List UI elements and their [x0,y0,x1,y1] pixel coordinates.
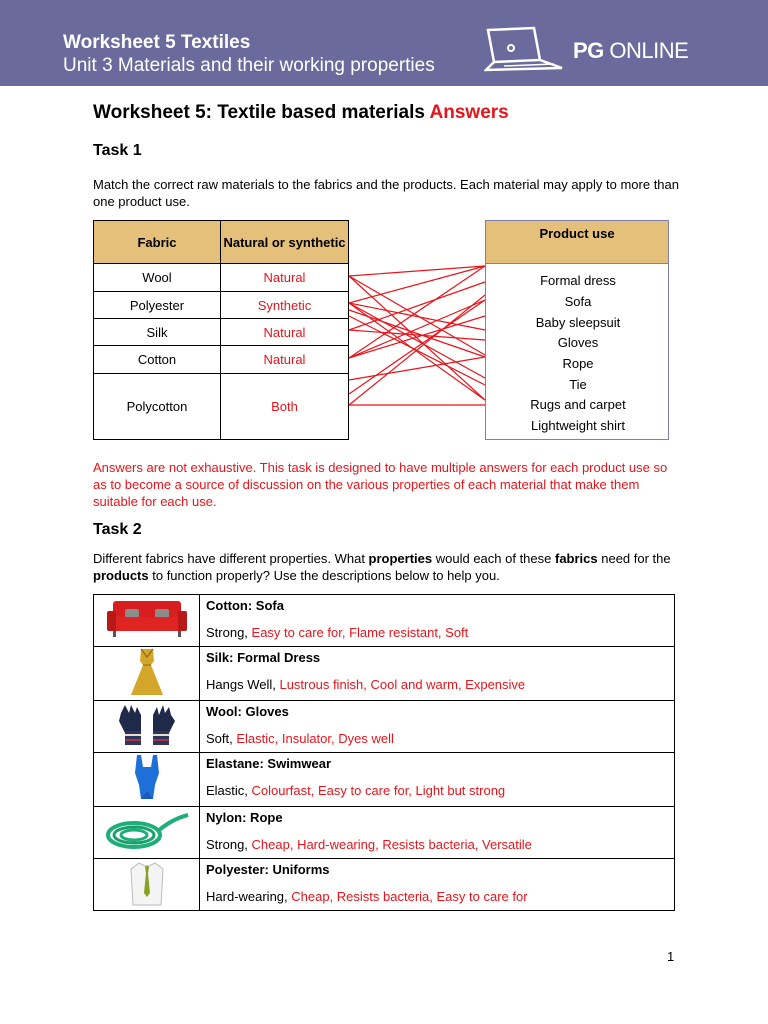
fabric-cell: Cotton [94,346,221,374]
task1-heading: Task 1 [93,142,142,159]
match-line [349,357,485,380]
match-line [349,316,485,358]
shirt-icon [127,859,167,907]
row-properties: Hangs Well, Lustrous finish, Cool and warm, Expensive [206,677,526,692]
table-row [94,701,675,753]
product-item: Formal dress [540,273,616,288]
table-row [94,595,675,647]
match-line [349,276,485,400]
row-title: Silk: Formal Dress [206,650,321,665]
row-title: Polyester: Uniforms [206,862,330,877]
task1-note: Answers are not exhaustive. This task is designed to have multiple answers for each product use so as to become a source of discussion on the various properties of each material that make them suitable for each use. [93,460,668,509]
page-number: 1 [667,949,675,964]
fabric-type-cell: Natural [221,346,349,374]
row-properties: Strong, Cheap, Hard-wearing, Resists bacteria, Versatile [206,837,532,852]
swimsuit-icon [129,753,165,803]
fabric-cell: Silk [94,319,221,346]
row-properties: Elastic, Colourfast, Easy to care for, Light but strong [206,783,506,798]
laptop-logo-icon [484,26,564,78]
fabric-cell: Wool [94,264,221,292]
product-item: Lightweight shirt [531,418,625,433]
fabric-cell: Polycotton [94,374,221,440]
product-use-header: Product use [486,221,668,264]
fabric-cell: Polyester [94,292,221,319]
table-row [94,753,675,807]
fabric-type-cell: Natural [221,264,349,292]
product-item: Tie [569,377,587,392]
match-line [349,266,485,276]
product-item: Baby sleepsuit [535,315,621,330]
match-line [349,303,485,400]
sofa-icon [105,597,189,641]
row-properties: Strong, Easy to care for, Flame resistant, Soft [206,625,469,640]
fabric-table [93,220,349,440]
table-row [94,647,675,701]
row-title: Cotton: Sofa [206,598,284,613]
gloves-icon [115,701,179,749]
match-line [349,295,485,405]
table-row [94,807,675,859]
product-item: Rope [562,356,594,371]
row-properties: Soft, Elastic, Insulator, Dyes well [206,731,394,746]
match-line [349,266,485,358]
task2-heading: Task 2 [93,521,142,538]
row-title: Nylon: Rope [206,810,283,825]
fabric-header: Fabric [94,221,221,264]
product-item: Sofa [564,294,592,309]
row-title: Elastane: Swimwear [206,756,331,771]
match-line [349,300,485,358]
fabric-type-cell: Synthetic [221,292,349,319]
match-line [349,266,485,303]
match-line [349,303,485,330]
match-line [349,303,485,378]
dress-icon [127,647,167,697]
fabric-type-cell: Both [221,374,349,440]
product-item: Rugs and carpet [530,397,626,412]
task1-instructions: Match the correct raw materials to the fabrics and the products. Each material may apply to more than one product use. [93,177,679,209]
page-title: Worksheet 5: Textile based materials Answers [93,102,509,123]
task2-intro: Different fabrics have different properties. What properties would each of these fabrics need for the products to function properly? Use the descriptions below to help you. [93,551,671,583]
match-line [349,316,485,385]
match-line [349,300,485,394]
table-row [94,859,675,911]
header-unit-title: Unit 3 Materials and their working properties [63,55,435,76]
row-properties: Hard-wearing, Cheap, Resists bacteria, Easy to care for [206,889,528,904]
page-header [0,0,768,86]
product-use-table [485,220,669,440]
header-worksheet-title: Worksheet 5 Textiles [63,32,251,53]
match-line [349,310,485,357]
brand-logo: PG ONLINE [573,38,689,63]
product-item: Gloves [557,335,599,350]
natural-synthetic-header: Natural or synthetic [221,221,349,264]
fabric-type-cell: Natural [221,319,349,346]
properties-table [93,594,675,911]
match-line [349,330,485,340]
match-line [349,276,485,355]
match-line [349,282,485,330]
row-title: Wool: Gloves [206,704,289,719]
rope-icon [102,809,192,853]
